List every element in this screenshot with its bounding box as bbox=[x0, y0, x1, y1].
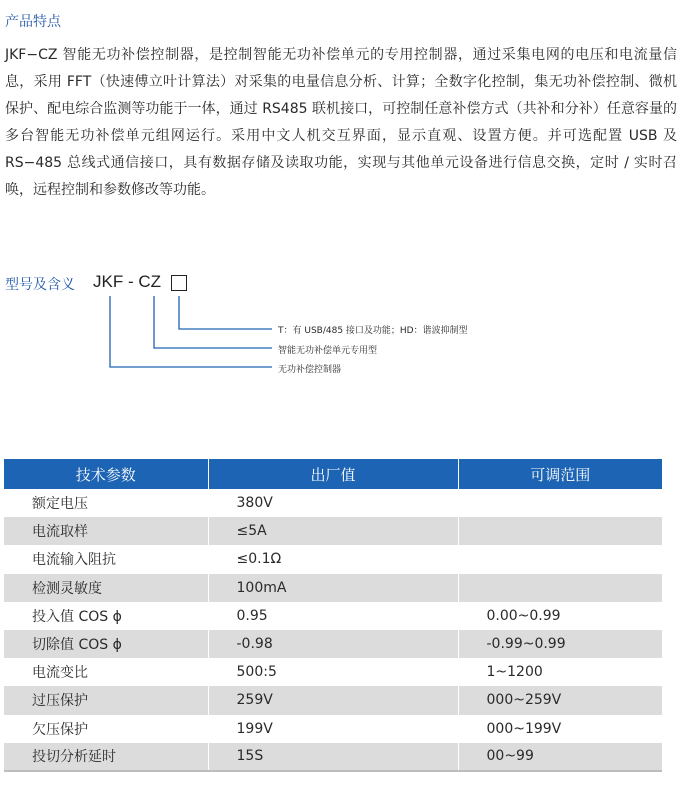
table-row bbox=[4, 517, 662, 545]
table-row bbox=[4, 489, 662, 517]
param-range: 1~1200 bbox=[458, 658, 662, 686]
model-code: JKF - CZ bbox=[93, 272, 161, 291]
table-header-row bbox=[4, 459, 662, 489]
model-title: 型号及含义 bbox=[5, 277, 75, 293]
param-default: 0.95 bbox=[208, 602, 458, 630]
param-default: 500:5 bbox=[208, 658, 458, 686]
features-paragraph: JKF−CZ 智能无功补偿控制器，是控制智能无功补偿单元的专用控制器，通过采集电网的电压和电流量信息，采用 FFT（快速傅立叶计算法）对采集的电量信息分析、计算；全数字化控制，集无功补偿控制、微机保护、配电综合监测等功能于一体，通过 RS485 联机接口，可控制任意补偿方式（共补和分补）任意容量的多台智能无功补偿单元组网运行。采用中文人机交互界面，显示直观、设置方便。并可选配置 USB 及 RS−485 总线式通信接口，具有数据存储及读取功能，实现与其他单元设备进行信息交换，定时 / 实时召唤，远程控制和参数修改等功能。 bbox=[5, 47, 677, 198]
param-default: ≤5A bbox=[208, 517, 458, 545]
legend-jkf-meaning: 无功补偿控制器 bbox=[278, 365, 342, 375]
parameters-table bbox=[4, 459, 662, 772]
param-range: 00~99 bbox=[458, 743, 662, 771]
features-title: 产品特点 bbox=[5, 14, 61, 30]
table-row bbox=[4, 545, 662, 573]
param-name: 检测灵敏度 bbox=[4, 574, 208, 602]
param-default: 15S bbox=[208, 743, 458, 771]
param-range bbox=[458, 489, 662, 517]
param-default: 100mA bbox=[208, 574, 458, 602]
param-default: 259V bbox=[208, 686, 458, 714]
param-default: 199V bbox=[208, 715, 458, 743]
param-name: 切除值 COS ϕ bbox=[4, 630, 208, 658]
param-name: 电流取样 bbox=[4, 517, 208, 545]
table-row bbox=[4, 658, 662, 686]
param-name: 电流输入阻抗 bbox=[4, 545, 208, 573]
table-row bbox=[4, 743, 662, 771]
header-parameter: 技术参数 bbox=[4, 459, 208, 489]
param-range: 000~259V bbox=[458, 686, 662, 714]
param-default: 380V bbox=[208, 489, 458, 517]
legend-suffix-meaning: T：有 USB/485 接口及功能；HD：谐波抑制型 bbox=[278, 326, 468, 336]
param-default: -0.98 bbox=[208, 630, 458, 658]
param-range: 0.00~0.99 bbox=[458, 602, 662, 630]
bracket-line-jkf bbox=[110, 296, 272, 367]
param-range: 000~199V bbox=[458, 715, 662, 743]
legend-cz-meaning: 智能无功补偿单元专用型 bbox=[278, 346, 378, 356]
param-name: 电流变比 bbox=[4, 658, 208, 686]
param-name: 过压保护 bbox=[4, 686, 208, 714]
param-name: 额定电压 bbox=[4, 489, 208, 517]
param-range: -0.99~0.99 bbox=[458, 630, 662, 658]
table-row bbox=[4, 715, 662, 743]
param-range bbox=[458, 545, 662, 573]
table-row bbox=[4, 602, 662, 630]
bracket-line-cz bbox=[154, 296, 272, 348]
table-row bbox=[4, 686, 662, 714]
param-name: 欠压保护 bbox=[4, 715, 208, 743]
header-default: 出厂值 bbox=[208, 459, 458, 489]
param-range bbox=[458, 517, 662, 545]
header-range: 可调范围 bbox=[458, 459, 662, 489]
param-name: 投切分析延时 bbox=[4, 743, 208, 771]
param-range bbox=[458, 574, 662, 602]
table-row bbox=[4, 630, 662, 658]
param-default: ≤0.1Ω bbox=[208, 545, 458, 573]
table-row bbox=[4, 574, 662, 602]
param-name: 投入值 COS ϕ bbox=[4, 602, 208, 630]
bracket-line-suffix bbox=[179, 296, 272, 329]
